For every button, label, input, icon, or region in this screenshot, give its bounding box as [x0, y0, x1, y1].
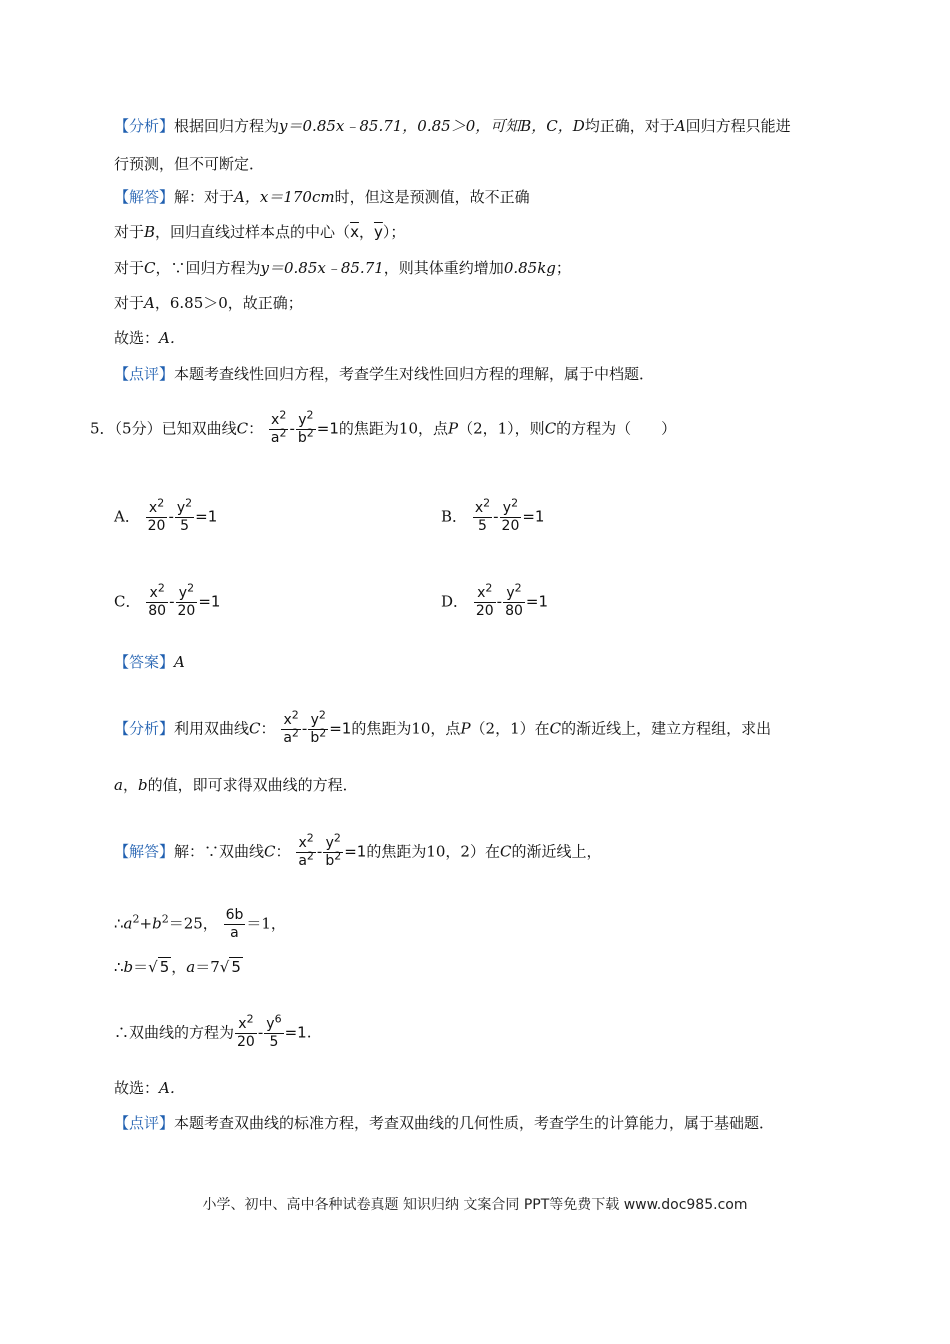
- text: =1: [344, 842, 367, 861]
- text: 故选：: [114, 329, 160, 347]
- text: x: [474, 500, 484, 516]
- text: a: [298, 853, 307, 869]
- text: y: [176, 500, 186, 516]
- q5-solution-line1: 【解答】解：∵双曲线C： $\frac{x^2}{a^2}$ - $\frac{y^2}{b^2}$ =1的焦距为10，2）在C的渐近线上，: [114, 831, 602, 869]
- text: y: [310, 712, 319, 728]
- text: 2: [483, 496, 491, 510]
- fraction: [308, 708, 328, 747]
- q4-analysis-line2: 行预测，但不可断定．: [114, 155, 265, 173]
- q4-solution-line5: [114, 328, 185, 348]
- fraction: [264, 1012, 283, 1051]
- text: y: [178, 585, 188, 601]
- text: x: [477, 585, 486, 601]
- text: ，6.85＞0，故正确；: [154, 294, 303, 312]
- analysis-tag: 【分析】: [114, 719, 175, 738]
- text: ，则其体重约增加: [383, 259, 504, 277]
- text: B: [144, 223, 156, 241]
- text: ：: [248, 419, 264, 438]
- text: ∴双曲线的方程为: [114, 1023, 235, 1042]
- text: a: [186, 958, 196, 976]
- text: C: [236, 419, 249, 438]
- fraction: [323, 831, 343, 870]
- text: 2: [306, 849, 314, 863]
- text: 2: [187, 581, 195, 595]
- text: 5: [180, 518, 189, 534]
- fraction: [281, 708, 301, 747]
- text: 5: [269, 1034, 279, 1050]
- text: 2: [511, 496, 519, 510]
- option-label: C．: [114, 592, 141, 611]
- text: 20: [475, 603, 494, 619]
- text: 的焦距为10，点: [338, 419, 448, 438]
- fraction: [146, 581, 168, 620]
- option-d[interactable]: D． $\frac{x^2}{20}$ - $\frac{y^2}{80}$ =1: [441, 581, 549, 619]
- option-label: D．: [441, 592, 469, 611]
- text: 20: [147, 518, 166, 534]
- option-c[interactable]: C． $\frac{x^2}{80}$ - $\frac{y^2}{20}$ =1: [114, 581, 221, 619]
- text: ：: [275, 842, 291, 861]
- text: 2: [157, 496, 165, 510]
- text: x: [238, 1016, 247, 1032]
- text: C: [544, 419, 557, 438]
- text: ＝1，: [246, 914, 286, 933]
- fraction: [146, 496, 168, 535]
- answer-tag: 【答案】: [114, 653, 175, 671]
- comment-tag: 【点评】: [114, 1114, 175, 1132]
- text: 2: [306, 408, 314, 422]
- fraction: [176, 581, 198, 620]
- text: =1: [198, 592, 221, 611]
- footer: 小学、初中、高中各种试卷真题 知识归纳 文案合同 PPT等免费下载 www.doc985.com: [202, 1197, 748, 1213]
- text: 2: [279, 426, 287, 440]
- text: 20: [501, 518, 520, 534]
- text: 0.85kg: [503, 259, 556, 277]
- text: 2: [485, 581, 493, 595]
- text: ∴: [114, 914, 124, 933]
- q4-solution-line2: [114, 222, 405, 242]
- text: C: [144, 259, 156, 277]
- text: 2: [306, 426, 314, 440]
- text: b: [297, 430, 307, 446]
- text: 回归方程只能进: [685, 117, 791, 135]
- text: B，C，D: [520, 117, 585, 135]
- text: 5: [478, 518, 487, 534]
- text: y: [502, 500, 512, 516]
- equation: y＝0.85x﹣85.71，0.85＞0，可知: [279, 117, 521, 135]
- text: 2: [157, 581, 165, 595]
- text: ，: [122, 776, 138, 794]
- q5-step3: ∴双曲线的方程为 $\frac{x^2}{20}$ - $\frac{y^6}{5}$ =1.: [114, 1012, 312, 1050]
- text: 2: [334, 849, 342, 863]
- y-bar: $\overline{y}$: [373, 223, 383, 241]
- text: P: [448, 419, 459, 438]
- text: 利用双曲线: [174, 719, 250, 738]
- text: 2: [279, 408, 287, 422]
- text: 2: [318, 708, 326, 722]
- answer-value: A: [174, 653, 185, 671]
- text: 2: [291, 726, 299, 740]
- text: x: [149, 585, 158, 601]
- text: 5．（5分）已知双曲线: [90, 419, 237, 438]
- fraction: [503, 581, 525, 620]
- text: 2: [319, 726, 327, 740]
- text: 的渐近线上，: [511, 842, 602, 861]
- q4-comment: [114, 364, 654, 384]
- text: =1: [316, 419, 339, 438]
- q5-stem: 5．（5分）已知双曲线C： $\frac{x^2}{a^2}$ - $\frac{y^2}{b^2}$ =1的焦距为10，点P（2，1），则C的方程为（ ）: [90, 408, 677, 446]
- q5-answer: [114, 652, 185, 672]
- text: 的焦距为10，点: [351, 719, 461, 738]
- sqrt-symbol: √: [148, 958, 158, 976]
- q5-analysis-line1: 【分析】利用双曲线C： $\frac{x^2}{a^2}$ - $\frac{y^2}{b^2}$ =1的焦距为10，点P（2，1）在C的渐近线上，建立方程组，求出: [114, 708, 772, 746]
- fraction: [500, 496, 522, 535]
- text: =1: [522, 507, 545, 526]
- text: ，回归直线过样本点的中心（: [155, 223, 351, 241]
- text: .: [306, 1023, 312, 1042]
- text: 对于: [114, 294, 145, 312]
- option-b[interactable]: B． $\frac{x^2}{5}$ - $\frac{y^2}{20}$ =1: [441, 496, 545, 534]
- text: y: [298, 412, 307, 428]
- text: 根据回归方程为: [174, 117, 280, 135]
- text: 2: [185, 496, 193, 510]
- text: ∴: [114, 958, 124, 976]
- text: b: [152, 914, 162, 933]
- text: A，: [234, 188, 260, 206]
- q4-analysis-line1: [114, 116, 791, 136]
- text: a: [114, 776, 123, 794]
- text: x: [148, 500, 158, 516]
- text: 2: [161, 912, 169, 926]
- text: ，: [358, 223, 374, 241]
- text: 故选：: [114, 1079, 160, 1097]
- option-label: A．: [114, 507, 140, 526]
- text: x＝170cm: [259, 188, 335, 206]
- text: a: [123, 914, 133, 933]
- fraction: [224, 907, 246, 942]
- text: 80: [148, 603, 167, 619]
- q5-comment: [114, 1113, 774, 1133]
- text: A: [674, 117, 686, 135]
- text: =1: [284, 1023, 307, 1042]
- text: 的渐近线上，建立方程组，求出: [561, 719, 772, 738]
- text: ；: [555, 259, 571, 277]
- text: y: [325, 835, 334, 851]
- text: 6: [274, 1012, 282, 1026]
- option-label: B．: [441, 507, 468, 526]
- text: P: [460, 719, 471, 738]
- q4-solution-line1: [114, 187, 530, 207]
- text: a: [270, 430, 280, 446]
- text: b: [310, 730, 320, 746]
- text: C: [549, 719, 562, 738]
- text: =1: [525, 592, 549, 611]
- fraction: [175, 496, 194, 535]
- text: 2: [333, 831, 341, 845]
- comment-tag: 【点评】: [114, 365, 175, 383]
- text: 的焦距为10，2）在: [366, 842, 500, 861]
- q5-step2: [114, 957, 243, 977]
- text: （2，1），则: [458, 419, 545, 438]
- x-bar: $\overline{x}$: [350, 223, 359, 241]
- text: 时，但这是预测值，故不正确: [334, 188, 530, 206]
- text: x: [298, 835, 307, 851]
- text: b: [123, 958, 134, 976]
- text: =1: [329, 719, 352, 738]
- text: ：: [260, 719, 276, 738]
- equation: y＝0.85x﹣85.71: [260, 259, 384, 277]
- option-a[interactable]: A． $\frac{x^2}{20}$ - $\frac{y^2}{5}$ =1: [114, 496, 218, 534]
- text: ，∵回归方程为: [155, 259, 261, 277]
- fraction: [474, 581, 496, 620]
- text: 20: [237, 1034, 255, 1050]
- text: 对于: [114, 223, 145, 241]
- text: x: [283, 712, 292, 728]
- text: 2: [246, 1012, 254, 1026]
- q4-solution-line3: [114, 258, 571, 278]
- text: 2: [306, 831, 314, 845]
- text: 6b: [225, 907, 244, 923]
- sqrt-symbol: √: [219, 958, 230, 976]
- analysis-tag: 【分析】: [114, 117, 175, 135]
- text: ＝25，: [168, 914, 218, 933]
- text: C: [264, 842, 276, 861]
- text: 20: [177, 603, 196, 619]
- text: 均正确，对于: [584, 117, 675, 135]
- fraction: [296, 831, 316, 870]
- text: 本题考查双曲线的标准方程，考查双曲线的几何性质，考查学生的计算能力，属于基础题．: [174, 1114, 775, 1132]
- text: x: [271, 412, 280, 428]
- text: （2，1）在: [470, 719, 550, 738]
- fraction: [235, 1012, 257, 1051]
- fraction: [296, 408, 316, 447]
- text: A．: [159, 1079, 185, 1097]
- text: y: [266, 1016, 275, 1032]
- q5-analysis-line2: [114, 775, 358, 795]
- solution-tag: 【解答】: [114, 188, 175, 206]
- q4-solution-line4: [114, 293, 303, 313]
- text: 对于: [114, 259, 145, 277]
- text: y: [506, 585, 515, 601]
- q5-step1: [114, 907, 286, 942]
- text: C: [499, 842, 512, 861]
- text: 解：∵双曲线: [174, 842, 265, 861]
- solution-tag: 【解答】: [114, 842, 175, 861]
- text: ＝7: [195, 958, 220, 976]
- text: =1: [195, 507, 218, 526]
- text: C: [249, 719, 261, 738]
- text: ＝: [133, 958, 149, 976]
- text: a: [283, 730, 292, 746]
- text: 2: [514, 581, 522, 595]
- text: 解：对于: [174, 188, 235, 206]
- text: b: [325, 853, 335, 869]
- text: 本题考查线性回归方程，考查学生对线性回归方程的理解，属于中档题．: [174, 365, 655, 383]
- text: 2: [291, 708, 299, 722]
- text: 80: [505, 603, 523, 619]
- text: ，: [171, 958, 187, 976]
- fraction: [473, 496, 492, 535]
- text: 的方程为（ ）: [556, 419, 677, 438]
- text: +: [139, 914, 153, 933]
- text: 5: [231, 958, 241, 976]
- text: 2: [132, 912, 140, 926]
- text: ）；: [382, 223, 406, 241]
- text: a: [230, 925, 239, 941]
- text: b: [137, 776, 148, 794]
- q5-choose: [114, 1078, 185, 1098]
- fraction: [269, 408, 289, 447]
- text: A: [144, 294, 155, 312]
- text: A．: [159, 329, 185, 347]
- text: 5: [159, 958, 170, 976]
- text: 的值，即可求得双曲线的方程．: [147, 776, 358, 794]
